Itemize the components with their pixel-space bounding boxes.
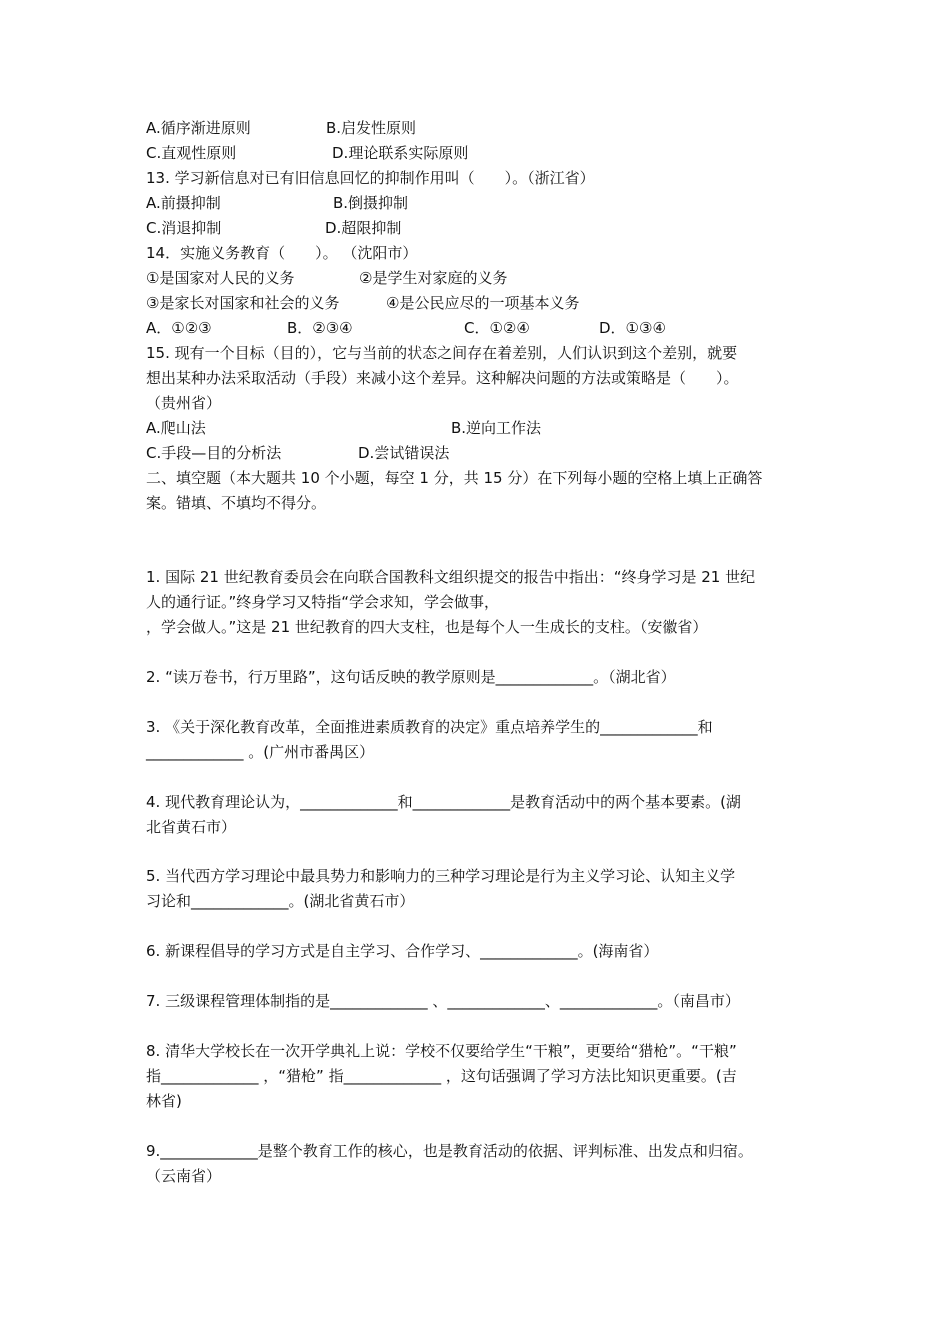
q14-option-b: B．②③④ bbox=[287, 319, 353, 337]
q15-stem-line1: 15. 现有一个目标（目的），它与当前的状态之间存在着差别，人们认识到这个差别，就要 bbox=[146, 344, 738, 362]
fill-q9-line2: （云南省） bbox=[146, 1167, 222, 1185]
q12-option-b: B.启发性原则 bbox=[326, 119, 417, 137]
q14-statement-3: ③是家长对国家和社会的义务 bbox=[146, 294, 340, 312]
q13-option-c: C.消退抑制 bbox=[146, 219, 222, 237]
q13-option-d: D.超限抑制 bbox=[325, 219, 402, 237]
fill-q9-line1: 9._____________是整个教育工作的核心，也是教育活动的依据、评判标准、出发点和归宿。 bbox=[146, 1142, 753, 1160]
section2-heading-line2: 案。错填、不填均不得分。 bbox=[146, 494, 327, 512]
fill-q4-line1: 4. 现代教育理论认为，_____________和_____________是教育活动中的两个基本要素。(湖 bbox=[146, 793, 741, 811]
q14-option-d: D．①③④ bbox=[599, 319, 666, 337]
q15-stem-line2: 想出某种办法采取活动（手段）来减小这个差异。这种解决问题的方法或策略是（ ）。 bbox=[146, 369, 739, 387]
fill-q1-line2: 人的通行证。”终身学习又特指“学会求知，学会做事， bbox=[146, 593, 500, 611]
q14-stem: 14．实施义务教育（ ）。 （沈阳市） bbox=[146, 244, 418, 262]
q14-statement-2: ②是学生对家庭的义务 bbox=[359, 269, 508, 287]
q13-option-a: A.前摄抑制 bbox=[146, 194, 221, 212]
fill-q3-line2: _____________ 。(广州市番禺区） bbox=[146, 743, 375, 761]
q12-option-d: D.理论联系实际原则 bbox=[332, 144, 469, 162]
fill-q8-line1: 8. 清华大学校长在一次开学典礼上说：学校不仅要给学生“干粮”，更要给“猎枪”。“干粮” bbox=[146, 1042, 737, 1060]
q15-option-a: A.爬山法 bbox=[146, 419, 206, 437]
q12-option-a: A.循序渐进原则 bbox=[146, 119, 251, 137]
fill-q5-line2: 习论和_____________。(湖北省黄石市） bbox=[146, 892, 415, 910]
q12-option-c: C.直观性原则 bbox=[146, 144, 237, 162]
q15-stem-line3: （贵州省） bbox=[146, 394, 222, 412]
q14-statement-1: ①是国家对人民的义务 bbox=[146, 269, 295, 287]
fill-q3-line1: 3. 《关于深化教育改革，全面推进素质教育的决定》重点培养学生的_____________和 bbox=[146, 718, 713, 736]
q15-option-c: C.手段—目的分析法 bbox=[146, 444, 282, 462]
q15-option-b: B.逆向工作法 bbox=[451, 419, 542, 437]
fill-q8-line2: 指_____________ ，“猎枪” 指_____________ ，这句话强调了学习方法比知识更重要。(吉 bbox=[146, 1067, 737, 1085]
q14-option-a: A．①②③ bbox=[146, 319, 212, 337]
fill-q7-line1: 7. 三级课程管理体制指的是_____________ 、_____________、_____________。（南昌市） bbox=[146, 992, 740, 1010]
fill-q1-line3: ，学会做人。”这是 21 世纪教育的四大支柱，也是每个人一生成长的支柱。（安徽省） bbox=[146, 618, 708, 636]
fill-q4-line2: 北省黄石市） bbox=[146, 818, 237, 836]
q14-statement-4: ④是公民应尽的一项基本义务 bbox=[386, 294, 580, 312]
q13-option-b: B.倒摄抑制 bbox=[333, 194, 409, 212]
fill-q8-line3: 林省) bbox=[146, 1092, 182, 1110]
fill-q6-line1: 6. 新课程倡导的学习方式是自主学习、合作学习、_____________。(海南省） bbox=[146, 942, 659, 960]
q15-option-d: D.尝试错误法 bbox=[358, 444, 450, 462]
fill-q1-line1: 1. 国际 21 世纪教育委员会在向联合国教科文组织提交的报告中指出：“终身学习是 21 世纪 bbox=[146, 568, 756, 586]
q13-stem: 13. 学习新信息对已有旧信息回忆的抑制作用叫（ ）。（浙江省） bbox=[146, 169, 595, 187]
fill-q5-line1: 5. 当代西方学习理论中最具势力和影响力的三种学习理论是行为主义学习论、认知主义学 bbox=[146, 867, 736, 885]
fill-q2-line1: 2. “读万卷书，行万里路”，这句话反映的教学原则是_____________。（湖北省） bbox=[146, 668, 676, 686]
q14-option-c: C．①②④ bbox=[464, 319, 530, 337]
section2-heading-line1: 二、填空题（本大题共 10 个小题，每空 1 分，共 15 分）在下列每小题的空格上填上正确答 bbox=[146, 469, 763, 487]
